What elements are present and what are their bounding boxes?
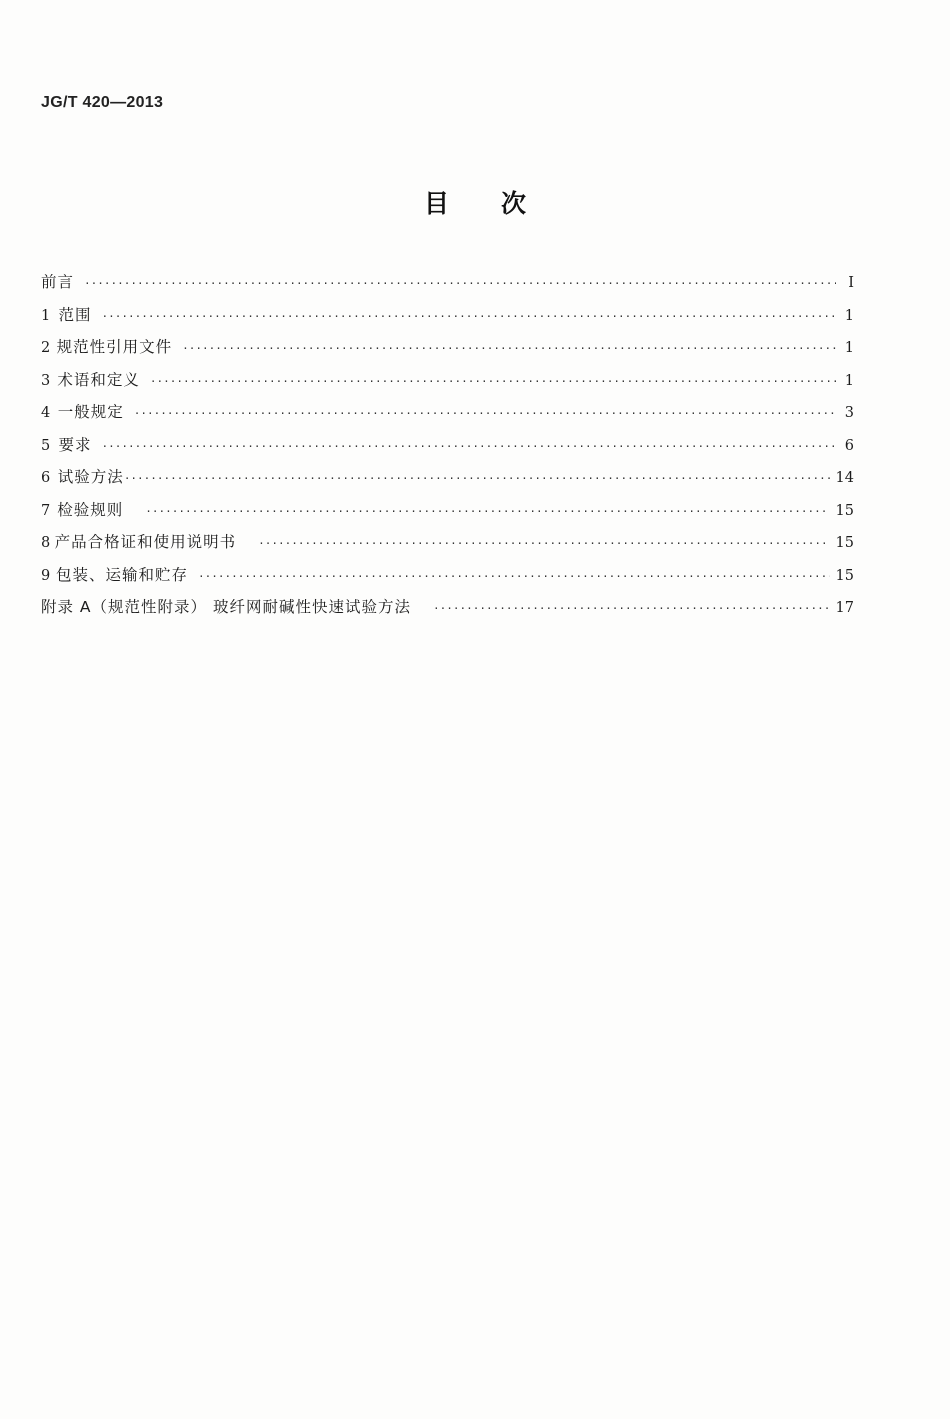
toc-entry-page: 17 [835,600,854,616]
toc-entry-8[interactable] [41,530,854,563]
toc-leader-dots [182,342,836,355]
toc-entry-page: 1 [844,372,854,389]
toc-leader-dots [102,310,837,323]
toc-entry-label: 包装、运输和贮存 [56,565,189,584]
toc-entry-7[interactable] [41,498,854,531]
toc-leader-dots [145,505,829,518]
toc-entry-label: 试验方法 [57,468,124,486]
toc-leader-dots [258,537,829,550]
toc-entry-label: 一般规定 [57,403,124,421]
toc-entry-label: 产品合格证和使用说明书 [54,533,237,551]
toc-leader-dots [134,407,836,420]
toc-entry-5[interactable] [41,433,854,466]
toc-entry-label: 附录 A（规范性附录） 玻纤网耐碱性快速试验方法 [41,598,411,616]
toc-entry-number: 8 [41,535,51,551]
toc-entry-number: 1 [41,307,51,324]
toc-leader-dots [433,602,830,615]
toc-leader-dots [84,277,836,290]
toc-entry-number: 6 [41,470,51,486]
toc-entry-1[interactable] [41,303,854,336]
toc-entry-number: 5 [41,437,51,454]
standard-code: JG/T 420—2013 [41,94,164,111]
toc-entry-page: 15 [835,502,854,519]
toc-entry-page: 6 [844,437,854,454]
toc-entry-page: 1 [844,307,854,324]
toc-entry-page: 15 [835,567,854,584]
toc-title-char-1: 目 [423,189,449,218]
toc-entry-label: 要求 [58,435,92,454]
toc-entry-number: 4 [41,405,51,421]
toc-entry-6[interactable] [41,465,854,498]
toc-entry-page: 3 [844,405,854,421]
toc-entry-label: 规范性引用文件 [56,338,173,356]
toc-entry-foreword[interactable] [41,270,854,303]
toc-leader-dots [198,570,830,583]
toc-title-char-2: 次 [501,189,527,218]
toc-entry-page: Ⅰ [848,275,854,291]
toc-entry-label: 检验规则 [57,500,124,519]
toc-entry-page: 14 [835,470,854,486]
toc-entry-3[interactable] [41,368,854,401]
toc-entry-label: 范围 [58,305,92,324]
toc-entry-4[interactable] [41,400,854,433]
toc-entry-9[interactable] [41,563,854,596]
toc-entry-number: 3 [41,372,51,389]
table-of-contents [41,270,854,628]
toc-entry-number: 2 [41,340,51,356]
toc-entry-number: 9 [41,567,51,584]
toc-leader-dots [150,375,836,388]
toc-entry-2[interactable] [41,335,854,368]
toc-entry-label: 前言 [41,273,75,291]
toc-entry-page: 1 [844,340,854,356]
toc-title [0,184,950,220]
toc-leader-dots [102,440,837,453]
toc-leader-dots [124,472,830,485]
toc-entry-label: 术语和定义 [57,370,140,389]
toc-entry-appendix-a[interactable] [41,595,854,628]
toc-entry-page: 15 [835,535,854,551]
toc-entry-number: 7 [41,502,51,519]
